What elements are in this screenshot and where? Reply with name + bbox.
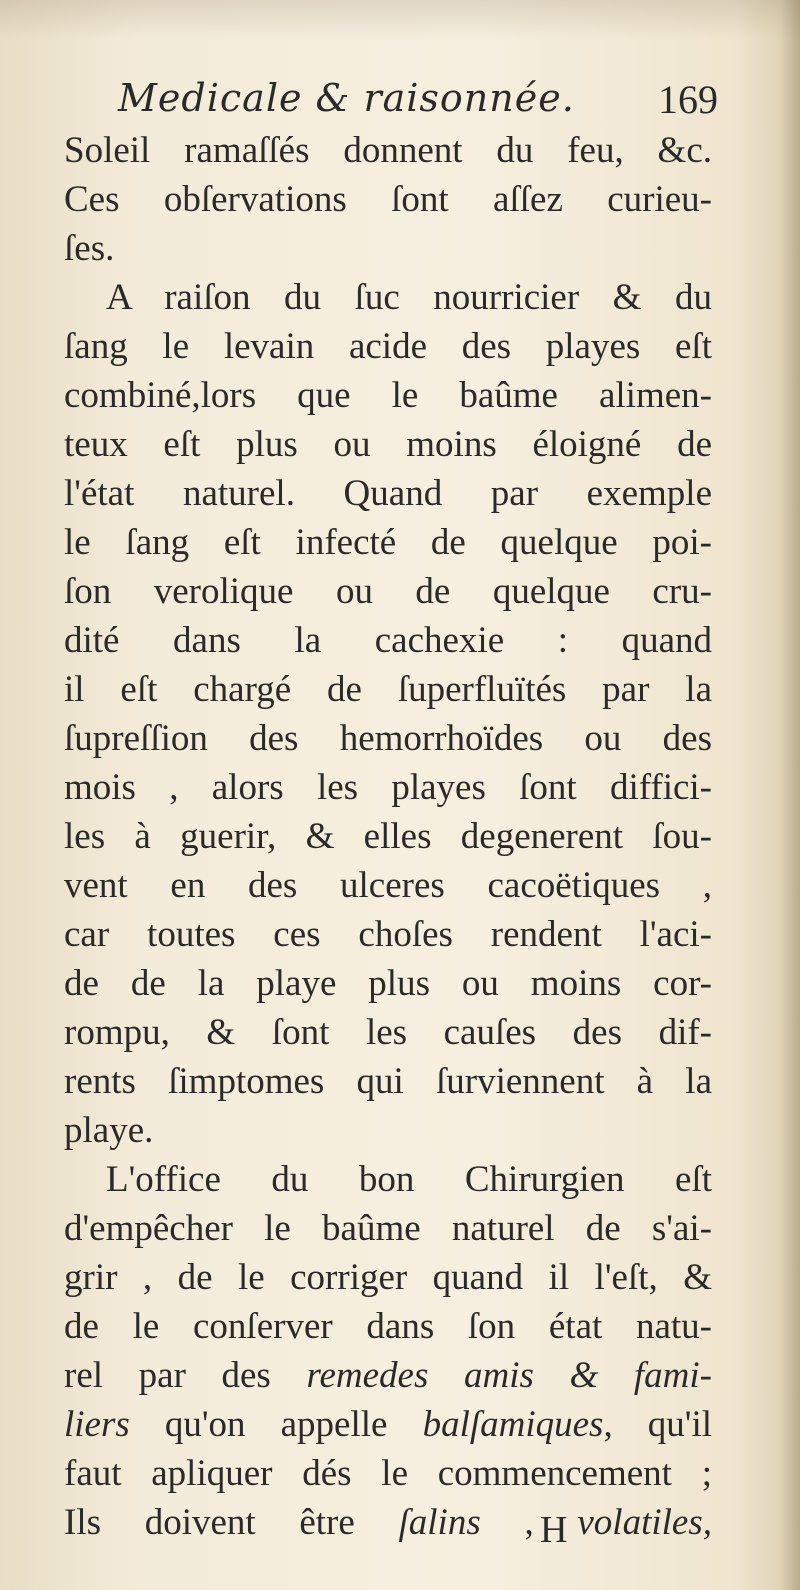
text-line: il eſt chargé de ſuperfluïtés par la [64, 669, 712, 710]
text-line: Soleil ramaſſés donnent du feu, &c. [64, 130, 712, 171]
text-line: Ces obſervations ſont aſſez curieu- [64, 179, 712, 220]
text-line: les à guerir, & elles degenerent ſou- [64, 816, 712, 857]
text-line: mois , alors les playes ſont diffici- [64, 767, 712, 808]
text-line: teux eſt plus ou moins éloigné de [64, 424, 712, 465]
text-run: qu'on appelle [164, 1404, 388, 1445]
text-line: l'état naturel. Quand par exemple [64, 473, 712, 514]
italic-word: balſamiques [422, 1404, 604, 1445]
italic-phrase: remedes amis & fami- [306, 1355, 712, 1396]
text-line [64, 1400, 712, 1449]
running-head: Medicale & raisonnée. [118, 76, 575, 120]
text-line: combiné,lors que le baûme alimen- [64, 375, 712, 416]
page-number: 169 [658, 77, 718, 122]
text-line: rents ſimptomes qui ſurviennent à la [64, 1061, 712, 1102]
text-line: ſes. [64, 228, 115, 269]
signature-mark: H [540, 1509, 568, 1551]
text-run: , [524, 1502, 534, 1543]
text-line: de de la playe plus ou moins cor- [64, 963, 712, 1004]
text-line: playe. [64, 1110, 154, 1151]
text-run: , qu'il [603, 1404, 713, 1445]
text-line [64, 1498, 712, 1547]
text-line: de le conſerver dans ſon état natu- [64, 1306, 712, 1347]
page-header [118, 70, 718, 130]
text-line: faut apliquer dés le commencement ; [64, 1453, 712, 1494]
text-line: ſang le levain acide des playes eſt [64, 326, 712, 367]
text-line: ſupreſſion des hemorrhoïdes ou des [64, 718, 712, 759]
text-line: car toutes ces choſes rendent l'aci- [64, 914, 712, 955]
text-line [64, 1351, 712, 1400]
text-run: Ils doivent être [64, 1502, 355, 1543]
text-line: A raiſon du ſuc nourricier & du [106, 277, 712, 318]
italic-word: ſalins [398, 1502, 481, 1543]
text-run: rel par des [64, 1355, 271, 1396]
text-line: le ſang eſt infecté de quelque poi- [64, 522, 712, 563]
text-line: vent en des ulceres cacoëtiques , [64, 865, 712, 906]
page-edge-shadow [780, 0, 800, 1590]
italic-word: volatiles, [577, 1502, 712, 1543]
text-line: grir , de le corriger quand il l'eſt, & [64, 1257, 712, 1298]
text-line: rompu, & ſont les cauſes des dif- [64, 1012, 712, 1053]
italic-word: liers [64, 1404, 130, 1445]
text-line: d'empêcher le baûme naturel de s'ai- [64, 1208, 712, 1249]
text-line: L'office du bon Chirurgien eſt [106, 1159, 712, 1200]
text-line: ſon verolique ou de quelque cru- [64, 571, 712, 612]
body-text [64, 126, 712, 1547]
page-top-shadow [0, 0, 800, 40]
text-line: dité dans la cachexie : quand [64, 620, 712, 661]
